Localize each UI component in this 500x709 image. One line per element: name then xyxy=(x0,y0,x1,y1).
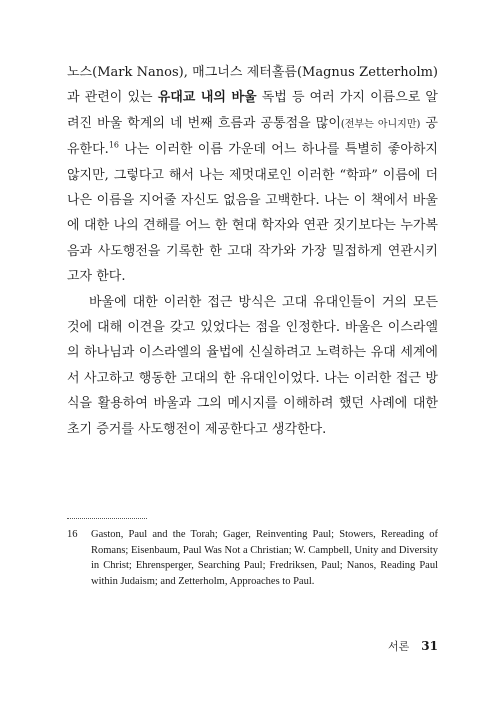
footnote-text: Gaston, Paul and the Torah; Gager, Reinventing Paul; Stowers, Rereading of Romans; Eisenbaum, Paul Was Not a Christian; W. Campbell, Unity and Diversity in Christ; Ehrensperger, Searching Paul; Fredriksen, Paul; Nanos, Reading Paul within Judaism; and Zetterholm, Approaches to Paul. xyxy=(91,529,438,587)
paragraph-1-bold-term: 유대교 내의 바울 xyxy=(157,90,257,106)
footnote xyxy=(67,527,438,589)
section-title: 서론 xyxy=(388,640,410,653)
page-number: 31 xyxy=(421,639,438,653)
footnote-number: 16 xyxy=(67,529,78,540)
footnote-reference[interactable]: 16 xyxy=(108,140,119,150)
running-footer xyxy=(388,638,438,654)
main-text xyxy=(67,60,438,442)
paragraph-1-part-2: 독법 등 여러 가지 이름으로 알려진 바울 학계의 네 번째 흐름과 공통점을 많이 xyxy=(67,90,438,131)
paragraph-1 xyxy=(67,60,438,290)
paragraph-1-part-1: 노스(Mark Nanos), 매그너스 제터홀름(Magnus Zetterholm)과 관련이 있는 xyxy=(67,65,438,106)
footnote-separator xyxy=(67,518,147,519)
paragraph-2: 바울에 대한 이러한 접근 방식은 고대 유대인들이 거의 모든 것에 대해 이견을 갖고 있었다는 점을 인정한다. 바울은 이스라엘의 하나님과 이스라엘의 율법에 신실하려고 노력하는 유대 세계에서 사고하고 행동한 고대의 한 유대인이었다. 나는 이러한 접근 방식을 활용하여 바울과 그의 메시지를 이해하려 했던 사례에 대한 초기 증거를 사도행전이 제공한다고 생각한다. xyxy=(67,294,438,437)
paragraph-1-small-note: (전부는 아니지만) xyxy=(340,118,421,130)
paragraph-1-part-4: 나는 이러한 이름 가운데 어느 하나를 특별히 좋아하지 않지만, 그렇다고 해서 나는 제멋대로인 이러한 “학파” 이름에 더 나은 이름을 지어줄 자신도 없음을 고백한다. 나는 이 책에서 바울에 대한 나의 견해를 어느 한 현대 학자와 연관 짓기보다는 누가복음과 사도행전을 기록한 한 고대 작가와 가장 밀접하게 연관시키고자 한다. xyxy=(67,142,438,285)
paragraph-1-part-3: 공유한다. xyxy=(67,115,438,158)
